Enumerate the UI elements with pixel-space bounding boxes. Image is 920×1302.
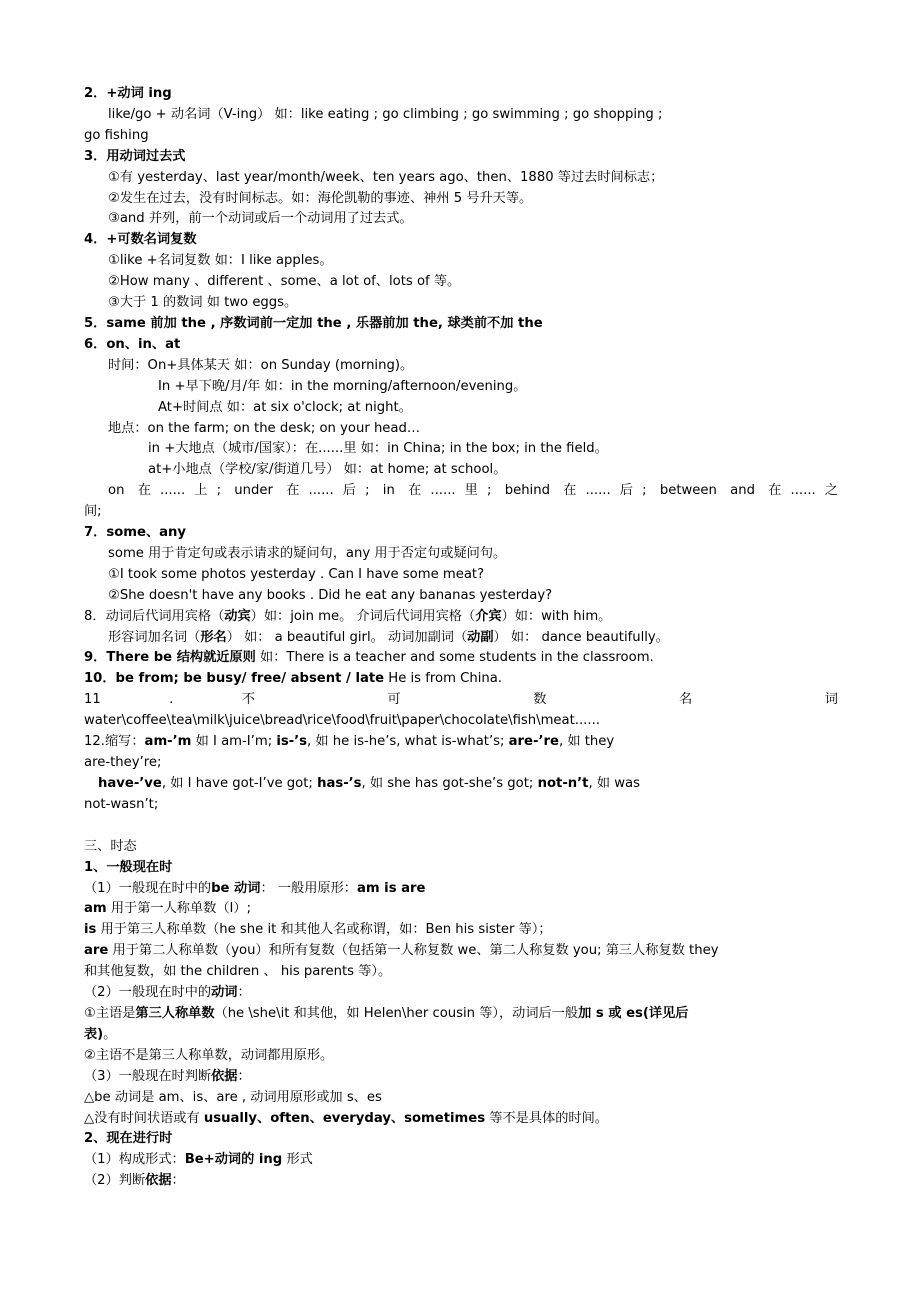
bold-text: 依据 [145,1173,172,1189]
text-run: 形容词加名词（ [108,629,201,645]
bold-text: 依据 [211,1068,238,1084]
text-line-l6g [84,481,838,502]
text-run: 12.缩写： [84,734,145,750]
text-line-l10 [84,669,838,690]
text-run: In +早下晚/月/年 如：in the morning/afternoon/evening。 [158,378,527,394]
text-line-l4c [84,293,838,314]
text-line-l4b [84,272,838,293]
bold-text: 10．be from; be busy/ free/ absent / late [84,671,385,687]
text-line-t1d [84,941,838,962]
text-run: ）如：join me。 介词后代词用宾格（ [250,608,476,624]
bold-text: is [84,922,97,938]
text-line-t1l [84,1109,838,1130]
bold-text: 6．on、in、at [84,336,181,352]
bold-text: is-’s [276,734,308,750]
text-run: water\coffee\tea\milk\juice\bread\rice\food\fruit\paper\chocolate\fish\meat...... [84,713,600,729]
text-run: 和其他复数，如 the children 、 his parents 等）。 [84,964,392,980]
text-line-t2 [84,1129,838,1150]
text-run: （he \she\it 和其他，如 Helen\her cousin 等），动词后一般 [214,1005,579,1021]
text-line-t1a [84,879,838,900]
text-run: ： [237,985,251,1001]
text-run: are-they’re; [84,755,162,770]
text-line-t1e [84,962,838,983]
text-line-t2a [84,1150,838,1171]
text-run: 地点：on the farm; on the desk; on your head… [108,420,421,436]
text-run: 等不是具体的时间。 [485,1110,608,1126]
text-line-t2b [84,1171,838,1192]
text-run: , 如 was [588,775,641,791]
text-run: （2）一般现在时中的 [84,985,212,1001]
text-run: 8．动词后代词用宾格（ [84,608,225,624]
text-run: 用于第二人称单数（you）和所有复数（包括第一人称复数 we、第二人称复数 you; 第三人称复数 they [108,943,719,959]
bold-text: 第三人称单数 [135,1005,215,1021]
bold-text: 3．用动词过去式 [84,148,186,164]
text-run: ②发生在过去，没有时间标志。如：海伦凯勒的事迹、神州 5 号升天等。 [108,190,533,206]
text-run: ①主语是 [84,1005,136,1021]
text-run: ①like +名词复数 如：I like apples。 [108,253,333,269]
bold-text: am is are [356,880,426,896]
text-line-l3c [84,209,838,230]
text-run: 如 I am-I’m; [191,734,277,750]
text-line-l12c [84,774,838,795]
bold-text: 1、一般现在时 [84,859,173,875]
text-line-t1 [84,858,838,879]
text-run: ③and 并列，前一个动词或后一个动词用了过去式。 [108,211,413,227]
text-run: like/go + 动名词（V-ing） 如：like eating ; go climbing ; go swimming ; go shopping ; [108,106,663,122]
text-run: （2）判断 [84,1173,146,1189]
text-line-l6f [84,460,838,481]
text-line-l6h [84,502,838,523]
text-run: ②主语不是第三人称单数，动词都用原形。 [84,1047,334,1063]
text-run: on 在......上; under 在......后; in 在......里; behind 在......后; between and 在......之 [108,483,838,499]
text-run: , 如 they [558,734,615,750]
text-run: at+小地点（学校/家/街道几号） 如：at home; at school。 [148,462,507,478]
bold-text: 2．+动词 ing [84,86,172,101]
bold-text: are [84,943,109,959]
text-run: , 如 he is-he’s, what is-what’s; [307,734,509,750]
text-line-l6b [84,377,838,398]
text-run: , 如 I have got-I’ve got; [161,775,318,791]
text-run: some 用于肯定句或表示请求的疑问句，any 用于否定句或疑问句。 [108,545,507,561]
text-run: , 如 she has got-she’s got; [361,775,538,791]
bold-text: 形名 [200,629,227,645]
text-line-h2 [84,84,838,105]
text-line-l8b [84,628,838,649]
bold-text: not-n’t [537,775,589,791]
bold-text: 介宾 [475,608,502,624]
text-line-l6d [84,419,838,440]
text-line-t1j [84,1067,838,1088]
text-line-l2b [84,126,838,147]
text-run: ） 如： a beautiful girl。 动词加副词（ [226,629,468,645]
text-run: 11 . 不 可 数 名 词 [84,692,838,708]
text-run: 形式 [282,1152,313,1168]
text-line-l3a [84,168,838,189]
text-run: He is from China. [384,671,502,687]
bold-text: am-’m [144,734,192,750]
text-run: ①I took some photos yesterday . Can I have some meat? [108,566,485,582]
text-line-l2a [84,105,838,126]
text-line-l8a [84,607,838,628]
bold-text: are-’re [508,734,559,750]
text-line-l6e [84,439,838,460]
text-run: ： 一般用原形： [260,880,357,896]
text-line-l12d [84,795,838,816]
text-line-l11a [84,690,838,711]
bold-text: 动宾 [224,608,251,624]
text-line-l7b [84,565,838,586]
text-line-t1g [84,1004,838,1025]
text-line-l11b [84,711,838,732]
text-line-l12a [84,732,838,753]
bold-text: 动词 [211,985,238,1001]
text-run: ②She doesn't have any books . Did he eat any bananas yesterday? [108,587,553,603]
bold-text: 9．There be 结构就近原则 [84,650,256,666]
text-run: （1）一般现在时中的 [84,880,212,896]
text-run: 间; [84,504,102,520]
text-line-t1b [84,899,838,920]
text-line-l12b [84,753,838,774]
text-line-l9 [84,648,838,669]
blank-line [84,816,838,837]
text-run: ： [171,1173,185,1189]
text-line-h5 [84,314,838,335]
text-line-t1f [84,983,838,1004]
text-run: 用于第一人称单数（I）; [106,901,252,917]
bold-text: 表) [84,1026,104,1042]
text-run: not-wasn’t; [84,796,159,812]
bold-text: 加 s 或 es(详见后 [578,1005,689,1021]
bold-text: 2、现在进行时 [84,1131,173,1147]
text-run: △没有时间状语或有 [84,1110,204,1126]
text-run: ①有 yesterday、last year/month/week、ten years ago、then、1880 等过去时间标志； [108,169,664,185]
text-line-t1i [84,1046,838,1067]
text-run: ②How many 、different 、some、a lot of、lots of 等。 [108,274,461,290]
text-run: 三、时态 [84,838,137,854]
text-run: At+时间点 如：at six o'clock; at night。 [158,399,412,415]
bold-text: 5．same 前加 the , 序数词前一定加 the , 乐器前加 the, 球类前不加 the [84,315,543,331]
text-line-l4a [84,251,838,272]
text-line-s3 [84,837,838,858]
text-line-l7c [84,586,838,607]
text-run: 如：There is a teacher and some students in the classroom. [255,650,654,666]
text-run: in +大地点（城市/国家）：在......里 如：in China; in the box; in the field。 [148,441,608,457]
text-line-t1k [84,1088,838,1109]
text-line-h3 [84,147,838,168]
text-line-l7a [84,544,838,565]
bold-text: usually、often、everyday、sometimes [203,1110,486,1126]
text-run: go fishing [84,127,149,143]
text-run: ： [237,1068,251,1084]
text-run: ③大于 1 的数词 如 two eggs。 [108,295,298,311]
bold-text: 4．+可数名词复数 [84,232,197,248]
text-run: 用于第三人称单数（he she it 和其他人名或称谓，如：Ben his sister 等）； [96,922,552,938]
text-run: 。 [103,1026,117,1042]
bold-text: Be+动词的 ing [184,1152,283,1168]
bold-text: be 动词 [211,880,261,896]
text-line-l6a [84,356,838,377]
bold-text: am [84,901,107,917]
bold-text: has-’s [317,775,362,791]
text-line-h7 [84,523,838,544]
text-line-l3b [84,189,838,210]
text-run: （3）一般现在时判断 [84,1068,212,1084]
text-run: （1）构成形式： [84,1152,185,1168]
text-line-t1h [84,1025,838,1046]
bold-text: have-’ve [98,775,162,791]
text-run: ）如：with him。 [501,608,612,624]
text-run: △be 动词是 am、is、are , 动词用原形或加 s、es [84,1089,382,1105]
text-line-h6 [84,335,838,356]
text-run: ） 如： dance beautifully。 [493,629,669,645]
text-line-l6c [84,398,838,419]
bold-text: 7．some、any [84,525,187,541]
text-line-t1c [84,920,838,941]
text-run: 时间：On+具体某天 如：on Sunday (morning)。 [108,357,414,373]
bold-text: 动副 [467,629,494,645]
text-line-h4 [84,230,838,251]
